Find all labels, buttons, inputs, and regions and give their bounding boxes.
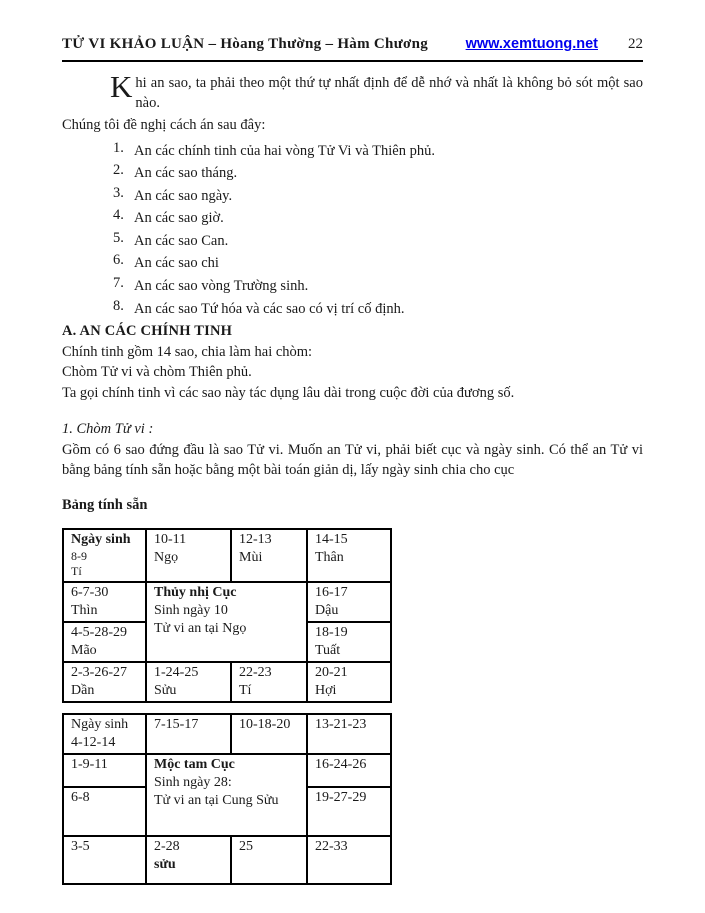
- cell-line: 22-33: [315, 838, 348, 854]
- list-item: [113, 298, 643, 321]
- list-item-number: 2.: [113, 162, 124, 179]
- table-cell: [231, 714, 307, 754]
- cell-line: Sinh ngày 28:: [154, 774, 232, 790]
- table-cell: [307, 662, 391, 702]
- section-a-line: Ta gọi chính tinh vì các sao này tác dụng lâu dài trong cuộc đời của đương số.: [62, 384, 515, 401]
- list-item-number: 3.: [113, 184, 124, 201]
- table-center-cell: [146, 582, 307, 662]
- cell-line: 22-23: [239, 664, 272, 680]
- cell-line: Thìn: [71, 602, 98, 618]
- cell-line: Tử vi an tại Ngọ: [154, 620, 247, 636]
- cell-line: 14-15: [315, 531, 348, 547]
- cell-line: Dậu: [315, 602, 339, 618]
- table-cell: [307, 622, 391, 662]
- cell-line: 4-5-28-29: [71, 624, 127, 640]
- cell-line: 19-27-29: [315, 789, 367, 805]
- cell-line: Mão: [71, 642, 97, 658]
- cell-line: 6-8: [71, 789, 90, 805]
- cell-line: 25: [239, 838, 253, 854]
- thuy-nhi-cuc-table: [62, 528, 392, 703]
- list-item-number: 1.: [113, 139, 124, 156]
- ordered-list: [113, 140, 643, 321]
- moc-tam-cuc-table: [62, 713, 392, 885]
- cell-line: 8-9: [71, 548, 87, 563]
- table-cell: [63, 836, 146, 884]
- cell-line: 6-7-30: [71, 584, 109, 600]
- cell-line: Sửu: [154, 682, 177, 698]
- list-item-label: An các chính tinh của hai vòng Tử Vi và Thiên phủ.: [134, 142, 435, 159]
- cell-line: 10-11: [154, 531, 187, 547]
- cell-line: Tử vi an tại Cung Sửu: [154, 792, 279, 808]
- table-caption: Bảng tính sẵn: [62, 496, 148, 513]
- list-item: [113, 162, 643, 185]
- list-item-label: An các sao ngày.: [134, 187, 233, 204]
- table-cell: [146, 529, 231, 582]
- table-cell: [146, 662, 231, 702]
- subsection-heading: 1. Chòm Tử vi :: [62, 421, 154, 438]
- table-cell: [307, 836, 391, 884]
- cell-line: Ngọ: [154, 549, 179, 565]
- cell-line: 2-28: [154, 838, 180, 854]
- list-item: [113, 230, 643, 253]
- table-cell: [63, 582, 146, 622]
- table-cell: [63, 662, 146, 702]
- cell-line: Thủy nhị Cục: [154, 584, 237, 600]
- cell-line: Sinh ngày 10: [154, 602, 228, 618]
- section-a-line: Chính tinh gồm 14 sao, chia làm hai chòm:: [62, 343, 313, 360]
- cell-line: 18-19: [315, 624, 348, 640]
- cell-line: 4-12-14: [71, 734, 116, 750]
- cell-line: Dần: [71, 682, 95, 698]
- list-item-number: 7.: [113, 275, 124, 292]
- table-cell: [231, 836, 307, 884]
- table-center-cell: [146, 754, 307, 836]
- table-cell: [307, 582, 391, 622]
- cell-line: 1-24-25: [154, 664, 199, 680]
- list-item: [113, 275, 643, 298]
- subsection-body: Gồm có 6 sao đứng đầu là sao Tử vi. Muốn an Tử vi, phải biết cục và ngày sinh. Có thể an Tử vi bằng bảng tính sẵn hoặc bằng một bài toán giản dị, lấy ngày sinh chia cho cục: [62, 441, 643, 479]
- list-item-number: 6.: [113, 252, 124, 269]
- table-cell: [63, 754, 146, 787]
- cell-line: 3-5: [71, 838, 90, 854]
- list-item-label: An các sao giờ.: [134, 210, 224, 227]
- list-item-label: An các sao tháng.: [134, 165, 238, 182]
- list-item-number: 8.: [113, 297, 124, 314]
- cell-line: Tí: [71, 563, 82, 578]
- page-header: [62, 36, 643, 53]
- book-title: TỬ VI KHẢO LUẬN – Hòang Thường – Hàm Chương: [62, 36, 429, 52]
- cell-line: 16-17: [315, 584, 348, 600]
- list-item-number: 4.: [113, 207, 124, 224]
- table-cell: [63, 714, 146, 754]
- table-cell: [231, 662, 307, 702]
- table-cell: [63, 529, 146, 582]
- website-link[interactable]: www.xemtuong.net: [465, 36, 598, 52]
- table-cell: [146, 714, 231, 754]
- cell-line: 13-21-23: [315, 716, 367, 732]
- cell-line: 20-21: [315, 664, 348, 680]
- cell-line: Mùi: [239, 549, 263, 565]
- table-cell: [63, 787, 146, 836]
- table-cell: [63, 622, 146, 662]
- cell-line: Tí: [239, 682, 252, 698]
- cell-line: 7-15-17: [154, 716, 199, 732]
- intro-text: hi an sao, ta phải theo một thứ tự nhất định để dễ nhớ và nhất là không bỏ sót một sao nào.: [135, 75, 643, 111]
- section-a-heading: A. AN CÁC CHÍNH TINH: [62, 323, 233, 340]
- list-item-label: An các sao Tứ hóa và các sao có vị trí cố định.: [134, 300, 405, 317]
- cell-line: 12-13: [239, 531, 272, 547]
- cell-line: Ngày sinh: [71, 716, 129, 732]
- drop-cap: K: [110, 69, 133, 104]
- table-cell: [307, 714, 391, 754]
- header-divider: [62, 60, 643, 62]
- list-intro-line: Chúng tôi đề nghị cách án sau đây:: [62, 117, 266, 133]
- page-number: 22: [628, 36, 643, 52]
- cell-line: sửu: [154, 856, 176, 872]
- table-cell: [231, 529, 307, 582]
- table-cell: [146, 836, 231, 884]
- table-cell: [307, 529, 391, 582]
- list-item-number: 5.: [113, 229, 124, 246]
- table-cell: [307, 754, 391, 787]
- table-cell: [307, 787, 391, 836]
- cell-line: Tuất: [315, 642, 341, 658]
- cell-line: 16-24-26: [315, 756, 367, 772]
- cell-line: 10-18-20: [239, 716, 291, 732]
- list-item: [113, 185, 643, 208]
- list-item: [113, 140, 643, 163]
- cell-line: Mộc tam Cục: [154, 756, 235, 772]
- cell-line: Hợi: [315, 682, 337, 698]
- list-item-label: An các sao Can.: [134, 232, 229, 249]
- list-item: [113, 252, 643, 275]
- list-item: [113, 207, 643, 230]
- list-item-label: An các sao chi: [134, 255, 219, 272]
- cell-line: Thân: [315, 549, 344, 565]
- cell-line: 2-3-26-27: [71, 664, 127, 680]
- cell-line: Ngày sinh: [71, 531, 131, 547]
- section-a-line: Chòm Tử vi và chòm Thiên phủ.: [62, 364, 252, 381]
- list-item-label: An các sao vòng Trường sinh.: [134, 278, 309, 295]
- cell-line: 1-9-11: [71, 756, 108, 772]
- intro-paragraph: [110, 69, 643, 113]
